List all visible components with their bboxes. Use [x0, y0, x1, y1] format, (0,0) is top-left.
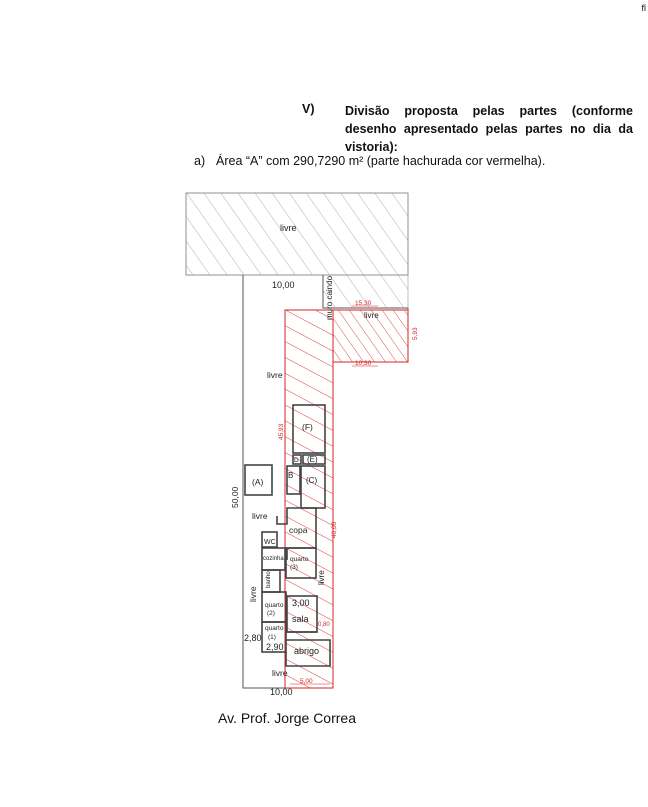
label-quarto1-line1: quarto: [265, 625, 284, 632]
label-quarto2-line2: (2): [267, 610, 275, 617]
item-a-text: Área “A” com 290,7290 m² (parte hachurada cor vermelha).: [216, 154, 546, 168]
label-livre-left-upper: livre: [267, 370, 283, 380]
label-room-a: (A): [252, 477, 264, 487]
section-number: V): [302, 102, 315, 116]
label-livre-top: livre: [280, 223, 297, 233]
page-marker: fl: [641, 3, 646, 13]
label-dim-top-width: 10,00: [272, 280, 295, 290]
label-cozinha: cozinha: [263, 556, 284, 562]
label-livre-right: livre: [364, 311, 379, 320]
label-livre-left-mid: livre: [252, 511, 268, 521]
top-free-area: [186, 193, 408, 275]
label-dim-280: 2,80: [244, 633, 262, 643]
label-dim-right-top: 15,30: [355, 300, 372, 307]
section-title: Divisão proposta pelas partes (conforme desenho apresentado pelas partes no dia da vistoria):: [345, 104, 633, 154]
label-quarto2-line1: quarto: [265, 602, 284, 609]
label-livre-bottom: livre: [272, 668, 288, 678]
label-quarto3-line1: quarto: [290, 556, 309, 563]
label-dim-290: 2,90: [266, 642, 284, 652]
label-livre-right-lower: livre: [317, 570, 326, 585]
street-name: Av. Prof. Jorge Correa: [218, 710, 356, 726]
label-dim-bottom-width: 10,00: [270, 687, 293, 697]
label-muro-caindo: muro caindo: [325, 275, 334, 320]
label-dim-total-height: 50,00: [230, 486, 240, 508]
label-dim-sala: 3,00: [292, 598, 310, 608]
label-copa: copa: [289, 525, 308, 535]
label-abrigo: abrigo: [294, 646, 320, 656]
label-sala: sala: [292, 614, 309, 624]
label-dim-right-side: 5,93: [412, 327, 419, 340]
label-quarto1-line2: (1): [268, 634, 276, 641]
label-livre-left-lower: livre: [248, 586, 258, 602]
label-room-d: D: [294, 457, 299, 464]
label-dim-right-bottom: 10,30: [355, 360, 372, 367]
label-dim-red-left: 45,93: [278, 423, 285, 440]
label-room-c: (C): [306, 476, 318, 485]
label-room-b: B: [288, 471, 294, 480]
item-a-label: a): [194, 154, 206, 168]
label-room-f: (F): [302, 422, 313, 432]
label-quarto3-line2: (3): [290, 564, 298, 571]
label-banho: banho: [266, 571, 272, 588]
label-dim-small: 0,80: [318, 622, 330, 628]
label-wc: WC: [264, 539, 276, 546]
label-dim-red-bottom: 5,00: [300, 678, 313, 685]
label-room-e: (E): [307, 455, 318, 464]
label-dim-red-right: 40,00: [331, 521, 338, 538]
